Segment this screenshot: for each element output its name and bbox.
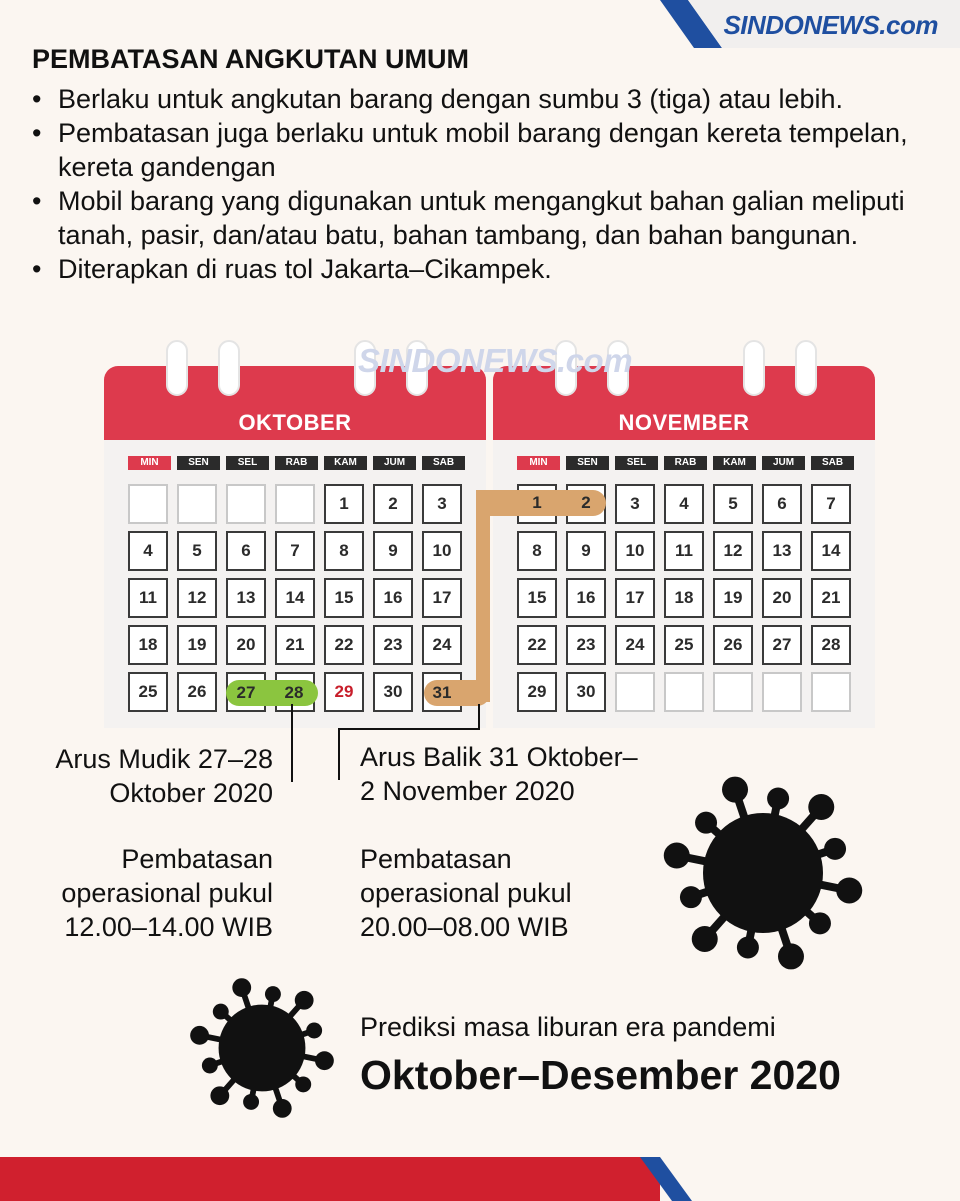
date-cell: 7 [275,531,315,571]
date-cell: 26 [177,672,217,712]
mudik-desc-line: operasional pukul [61,878,273,908]
watermark: SINDONEWS.com [358,342,633,379]
date-cell: 20 [226,625,266,665]
page-title: PEMBATASAN ANGKUTAN UMUM [32,44,469,74]
date-grid [517,484,851,712]
list-item: • Diterapkan di ruas tol Jakarta–Cikampek. [32,252,942,286]
empty-date-cell [177,484,217,524]
pointer-line [338,728,480,730]
date-cell: 25 [664,625,704,665]
date-cell: 22 [324,625,364,665]
weekday-label: RAB [664,456,707,470]
date-cell: 26 [713,625,753,665]
pointer-line [338,728,340,780]
balik-title-line: 2 November 2020 [360,776,575,806]
date-cell: 6 [226,531,266,571]
weekday-label: JUM [762,456,805,470]
date-cell: 20 [762,578,802,618]
balik-title [360,740,690,808]
calendar-october [104,366,486,728]
date-cell: 11 [664,531,704,571]
date-cell: 10 [615,531,655,571]
date-cell: 23 [566,625,606,665]
binder-ring [166,340,188,396]
weekday-label: RAB [275,456,318,470]
date-cell: 28 [811,625,851,665]
date-cell: 29 [324,672,364,712]
date-nov-1: 1 [532,493,542,512]
date-cell: 18 [128,625,168,665]
date-cell: 5 [713,484,753,524]
date-cell: 14 [811,531,851,571]
brand-logo: SINDONEWS.com [723,10,938,40]
weekday-label: KAM [324,456,367,470]
footer-band [0,1157,660,1201]
balik-desc-line: operasional pukul [360,878,572,908]
month-label: NOVEMBER [618,410,750,435]
rules-list [32,82,942,286]
date-27: 27 [236,683,256,702]
binder-ring [218,340,240,396]
date-31: 31 [432,683,452,702]
date-cell: 3 [615,484,655,524]
weekday-row [517,456,854,470]
weekday-label: MIN [517,456,560,470]
date-nov-2: 2 [581,493,591,512]
calendar-november [493,366,875,728]
mudik-title [20,742,273,810]
empty-date-cell [713,672,753,712]
date-cell: 6 [762,484,802,524]
binder-ring [795,340,817,396]
balik-description [360,842,660,944]
balik-connector [476,490,490,702]
date-cell: 22 [517,625,557,665]
weekday-label: SAB [422,456,465,470]
date-cell: 19 [713,578,753,618]
date-cell: 25 [128,672,168,712]
date-cell: 10 [422,531,462,571]
date-cell: 5 [177,531,217,571]
empty-date-cell [128,484,168,524]
list-item: • Berlaku untuk angkutan barang dengan sumbu 3 (tiga) atau lebih. [32,82,942,116]
date-cell: 21 [811,578,851,618]
weekday-label: SAB [811,456,854,470]
date-cell: 15 [324,578,364,618]
mudik-desc-line: 12.00–14.00 WIB [64,912,273,942]
list-item: • Mobil barang yang digunakan untuk mengangkut bahan galian meliputi tanah, pasir, dan/atau batu, bahan tambang, dan bahan bangunan. [32,184,942,252]
date-cell: 12 [713,531,753,571]
date-cell: 12 [177,578,217,618]
pointer-line [478,704,480,730]
date-cell: 16 [566,578,606,618]
date-cell: 7 [811,484,851,524]
binder-ring [743,340,765,396]
balik-title-line: Arus Balik 31 Oktober– [360,742,638,772]
date-cell: 30 [373,672,413,712]
date-cell: 1 [324,484,364,524]
mudik-title-line: Arus Mudik 27–28 [55,744,273,774]
date-cell: 14 [275,578,315,618]
date-cell: 18 [664,578,704,618]
weekday-label: SEN [177,456,220,470]
pointer-line [291,704,293,782]
empty-date-cell [226,484,266,524]
date-cell: 27 [762,625,802,665]
date-cell: 16 [373,578,413,618]
list-item: • Pembatasan juga berlaku untuk mobil barang dengan kereta tempelan, kereta gandengan [32,116,942,184]
date-grid [128,484,462,712]
weekday-label: SEL [226,456,269,470]
mudik-description [20,842,273,944]
prediction-subtitle: Prediksi masa liburan era pandemi [360,1012,776,1042]
virus-icon [658,768,868,978]
mudik-desc-line: Pembatasan [121,844,273,874]
date-cell: 3 [422,484,462,524]
date-cell: 21 [275,625,315,665]
date-cell: 2 [373,484,413,524]
date-cell: 8 [517,531,557,571]
date-cell: 15 [517,578,557,618]
month-label: OKTOBER [238,410,352,435]
weekday-label: SEL [615,456,658,470]
date-cell: 24 [422,625,462,665]
empty-date-cell [275,484,315,524]
date-cell: 4 [664,484,704,524]
date-cell: 29 [517,672,557,712]
weekday-label: JUM [373,456,416,470]
date-cell: 17 [422,578,462,618]
date-cell: 9 [373,531,413,571]
date-cell: 8 [324,531,364,571]
balik-desc-line: Pembatasan [360,844,512,874]
date-cell: 30 [566,672,606,712]
date-cell: 9 [566,531,606,571]
date-cell: 17 [615,578,655,618]
weekday-row [128,456,465,470]
date-cell: 13 [762,531,802,571]
empty-date-cell [811,672,851,712]
date-cell: 19 [177,625,217,665]
virus-icon [186,972,338,1124]
date-cell: 24 [615,625,655,665]
weekday-label: KAM [713,456,756,470]
date-cell: 11 [128,578,168,618]
date-cell: 23 [373,625,413,665]
footer-stripe [640,1157,700,1201]
prediction-period: Oktober–Desember 2020 [360,1052,841,1098]
empty-date-cell [615,672,655,712]
mudik-title-line: Oktober 2020 [109,778,273,808]
empty-date-cell [762,672,802,712]
empty-date-cell [664,672,704,712]
weekday-label: SEN [566,456,609,470]
balik-desc-line: 20.00–08.00 WIB [360,912,569,942]
weekday-label: MIN [128,456,171,470]
date-cell: 4 [128,531,168,571]
date-cell: 13 [226,578,266,618]
date-28: 28 [284,683,304,702]
